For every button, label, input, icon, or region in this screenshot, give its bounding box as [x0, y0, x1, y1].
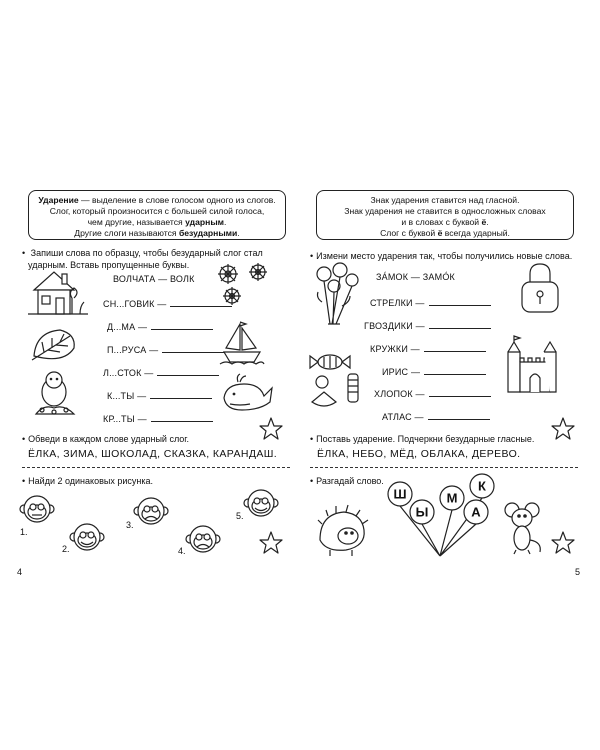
leaf-picture	[30, 326, 80, 366]
right-task2-instruction: • Поставь ударение. Подчеркни безударные гласные.	[310, 433, 534, 445]
section-divider	[310, 467, 578, 468]
rule-term: Ударение	[38, 195, 79, 205]
answer-line[interactable]	[424, 366, 486, 375]
left-task3-instruction: • Найди 2 одинаковых рисунка.	[22, 475, 153, 487]
left-task2-words[interactable]: ЁЛКА, ЗИМА, ШОКОЛАД, СКАЗКА, КАРАНДАШ.	[28, 448, 278, 460]
balloon[interactable]	[464, 500, 488, 524]
monkey-picture-1[interactable]	[20, 494, 54, 524]
balloon-letter: Ш	[393, 486, 407, 502]
whale-picture	[220, 372, 274, 416]
house-picture	[28, 268, 88, 320]
picture-label: 3.	[126, 520, 134, 530]
rule-text: и в словах с буквой	[401, 217, 482, 227]
exercise-item[interactable]: КРУЖКИ —	[370, 343, 486, 354]
right-task1-instruction: • Измени место ударения так, чтобы получились новые слова.	[310, 250, 572, 262]
exercise-item[interactable]: Д...МА —	[107, 321, 213, 332]
exercise-item[interactable]: П...РУСА —	[107, 344, 224, 355]
rule-text: .	[486, 217, 489, 227]
balloon-letter: Ы	[415, 504, 429, 520]
mole-picture	[34, 370, 80, 418]
exercise-item[interactable]: К...ТЫ —	[107, 390, 212, 401]
answer-line[interactable]	[162, 344, 224, 353]
picture-label: 5.	[236, 511, 244, 521]
balloon[interactable]	[440, 486, 464, 510]
rule-text: всегда ударный.	[442, 228, 510, 238]
exercise-item[interactable]: Л...СТОК —	[103, 367, 219, 378]
answer-line[interactable]	[429, 297, 491, 306]
balloons-picture[interactable]	[370, 478, 510, 558]
rule-term: ё	[481, 217, 487, 227]
star-icon	[258, 416, 284, 442]
exercise-item[interactable]: СТРЕЛКИ —	[370, 297, 491, 308]
page-number-right: 5	[575, 567, 581, 577]
balloon-letter: А	[471, 504, 481, 520]
example-word: ЗА́МОК — ЗАМО́К	[376, 272, 455, 282]
rule-text: Слог с буквой	[380, 228, 438, 238]
padlock-picture	[518, 262, 562, 314]
exercise-item[interactable]: КР...ТЫ —	[103, 413, 213, 424]
section-divider	[22, 467, 290, 468]
castle-picture	[500, 322, 560, 394]
star-icon	[550, 416, 576, 442]
star-icon	[550, 530, 576, 556]
picture-label: 4.	[178, 546, 186, 556]
balloon[interactable]	[388, 482, 412, 506]
exercise-item[interactable]: АТЛАС —	[382, 411, 490, 422]
rule-text: чем другие, называется	[87, 217, 186, 227]
mouse-picture	[502, 500, 546, 556]
answer-line[interactable]	[429, 320, 491, 329]
left-rule-box	[28, 190, 286, 240]
monkey-picture-5[interactable]	[244, 488, 278, 518]
rule-text: Слог, который произносится с большей силой голоса,	[49, 206, 265, 216]
monkey-picture-2[interactable]	[70, 522, 104, 552]
rule-text: .	[224, 217, 227, 227]
rule-text: Другие слоги называются	[74, 228, 179, 238]
balloon-letter: К	[478, 478, 486, 494]
rule-text: — выделение в слове голосом одного из слогов.	[78, 195, 276, 205]
candies-picture	[308, 352, 368, 416]
rule-text: .	[237, 228, 240, 238]
exercise-item[interactable]: ХЛОПОК —	[374, 388, 491, 399]
answer-line[interactable]	[150, 390, 212, 399]
snowflakes-picture	[216, 262, 276, 308]
monkey-picture-4[interactable]	[186, 524, 220, 554]
right-task3-instruction: • Разгадай слово.	[310, 475, 384, 487]
answer-line[interactable]	[157, 367, 219, 376]
left-task1-instruction-cont: ударным. Вставь пропущенные буквы.	[28, 260, 190, 270]
exercise-item[interactable]: ГВОЗДИКИ —	[364, 320, 491, 331]
left-task1-instruction: • Запиши слова по образцу, чтобы безударный слог стал	[22, 247, 292, 259]
answer-line[interactable]	[429, 388, 491, 397]
page-number-left: 4	[17, 567, 23, 577]
balloon-letter: М	[446, 490, 458, 506]
monkey-picture-3[interactable]	[134, 496, 168, 526]
rule-term: ё	[437, 228, 443, 238]
balloon[interactable]	[410, 500, 434, 524]
left-task2-instruction: • Обведи в каждом слове ударный слог.	[22, 433, 189, 445]
answer-line[interactable]	[151, 321, 213, 330]
answer-line[interactable]	[424, 343, 486, 352]
rule-text: Знак ударения ставится над гласной.	[370, 195, 520, 205]
balloon[interactable]	[470, 474, 494, 498]
right-task2-words[interactable]: ЁЛКА, НЕБО, МЁД, ОБЛАКА, ДЕРЕВО.	[317, 448, 521, 460]
rule-term: ударным	[185, 217, 225, 227]
example-word: ВОЛЧАТА — ВОЛК	[113, 274, 195, 284]
hedgehog-picture	[316, 500, 374, 558]
exercise-item[interactable]: СН...ГОВИК —	[103, 298, 232, 309]
right-rule-box	[316, 190, 574, 240]
rule-text: Знак ударения не ставится в односложных словах	[344, 206, 546, 216]
carnations-picture	[310, 262, 366, 332]
picture-label: 1.	[20, 527, 28, 537]
picture-label: 2.	[62, 544, 70, 554]
answer-line[interactable]	[428, 411, 490, 420]
ship-picture	[220, 320, 264, 366]
rule-term: безударными	[178, 228, 238, 238]
answer-line[interactable]	[151, 413, 213, 422]
star-icon	[258, 530, 284, 556]
exercise-item[interactable]: ИРИС —	[382, 366, 486, 377]
